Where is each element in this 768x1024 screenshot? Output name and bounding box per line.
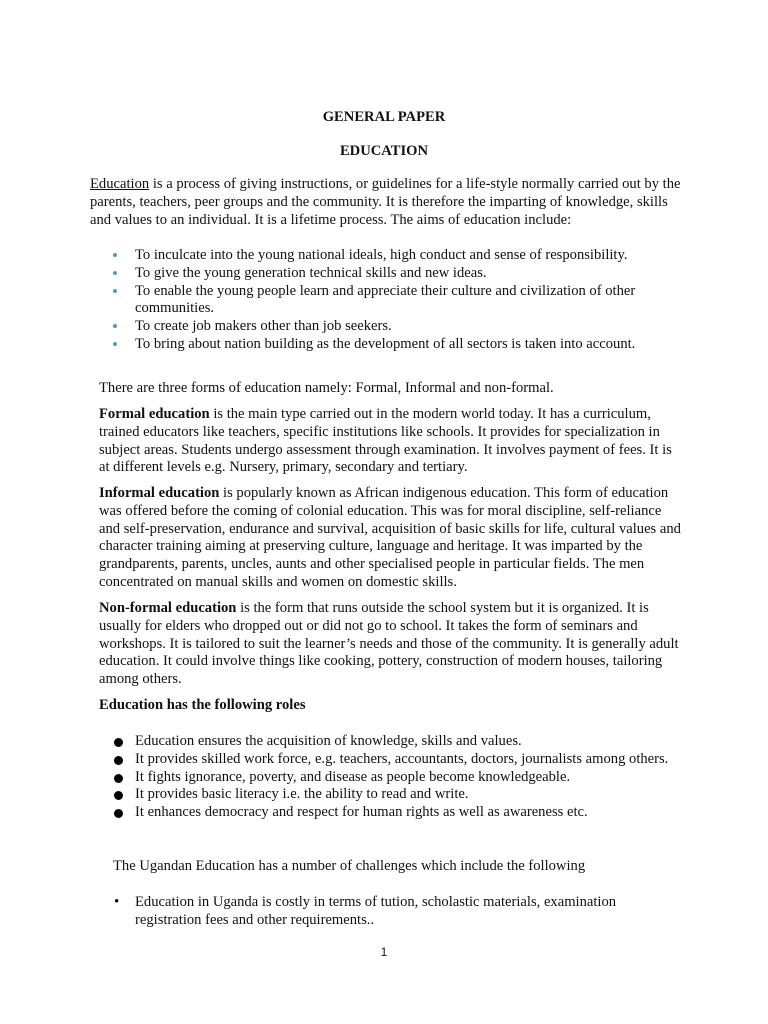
roles-list xyxy=(90,733,686,822)
nonformal-term: Non-formal education xyxy=(99,600,237,616)
nonformal-paragraph xyxy=(99,600,681,689)
formal-text: is the main type carried out in the modern world today. It has a curriculum, trained educators like teachers, specific institutions like schools. It provides for specialization in subject areas. Students undergo assessment through examination. It involves payment of fees. It is at different levels e.g. Nursery, primary, secondary and tertiary. xyxy=(99,406,672,476)
challenges-intro: The Ugandan Education has a number of challenges which include the following xyxy=(113,858,586,874)
page-number: 1 xyxy=(380,945,388,959)
roles-heading: Education has the following roles xyxy=(99,697,306,713)
list-item: It enhances democracy and respect for human rights as well as awareness etc. xyxy=(90,804,686,822)
list-item: • Education in Uganda is costly in terms of tution, scholastic materials, examination registration fees and other requirements.. xyxy=(90,894,686,930)
nonformal-text: is the form that runs outside the school system but it is organized. It is usually for elders who dropped out or did not go to school. It takes the form of seminars and workshops. It is tailored to suit the learner’s needs and those of the community. It is generally adult education. It could involve things like cooking, pottery, construction of modern houses, tailoring among others. xyxy=(99,600,679,688)
informal-term: Informal education xyxy=(99,485,220,501)
formal-term: Formal education xyxy=(99,406,210,422)
intro-text: is a process of giving instructions, or guidelines for a life-style normally carried out by the parents, teachers, peer groups and the community. It is therefore the imparting of knowledge, skills and values to an individual. It is a lifetime process. The aims of education include: xyxy=(90,176,681,228)
list-item: • To bring about nation building as the development of all sectors is taken into account. xyxy=(90,336,686,354)
forms-line: There are three forms of education namely: Formal, Informal and non-formal. xyxy=(99,380,554,396)
challenges-list xyxy=(90,894,686,930)
document-subtitle: EDUCATION xyxy=(339,143,429,159)
intro-paragraph xyxy=(90,176,686,229)
list-item: • To give the young generation technical skills and new ideas. xyxy=(90,265,686,283)
list-item: It fights ignorance, poverty, and disease as people become knowledgeable. xyxy=(90,769,686,787)
formal-paragraph xyxy=(99,406,681,477)
list-item: • To create job makers other than job seekers. xyxy=(90,318,686,336)
intro-term: Education xyxy=(90,176,150,192)
list-item: It provides basic literacy i.e. the ability to read and write. xyxy=(90,786,686,804)
list-item: Education ensures the acquisition of knowledge, skills and values. xyxy=(90,733,686,751)
document-title: GENERAL PAPER xyxy=(322,109,446,125)
list-item: It provides skilled work force, e.g. teachers, accountants, doctors, journalists among others. xyxy=(90,751,686,769)
aims-list xyxy=(90,247,686,354)
list-item: • To enable the young people learn and appreciate their culture and civilization of other communities. xyxy=(90,283,686,319)
list-item: • To inculcate into the young national ideals, high conduct and sense of responsibility. xyxy=(90,247,686,265)
informal-text: is popularly known as African indigenous education. This form of education was offered before the coming of colonial education. This was for moral discipline, self-reliance and self-preservation, endurance and survival, acquisition of basic skills for life, cultural values and character training aiming at preserving culture, language and heritage. It was imparted by the grandparents, parents, uncles, aunts and other specialised people in particular fields. The men concentrated on manual skills and women on domestic skills. xyxy=(99,485,681,590)
informal-paragraph xyxy=(99,485,681,592)
